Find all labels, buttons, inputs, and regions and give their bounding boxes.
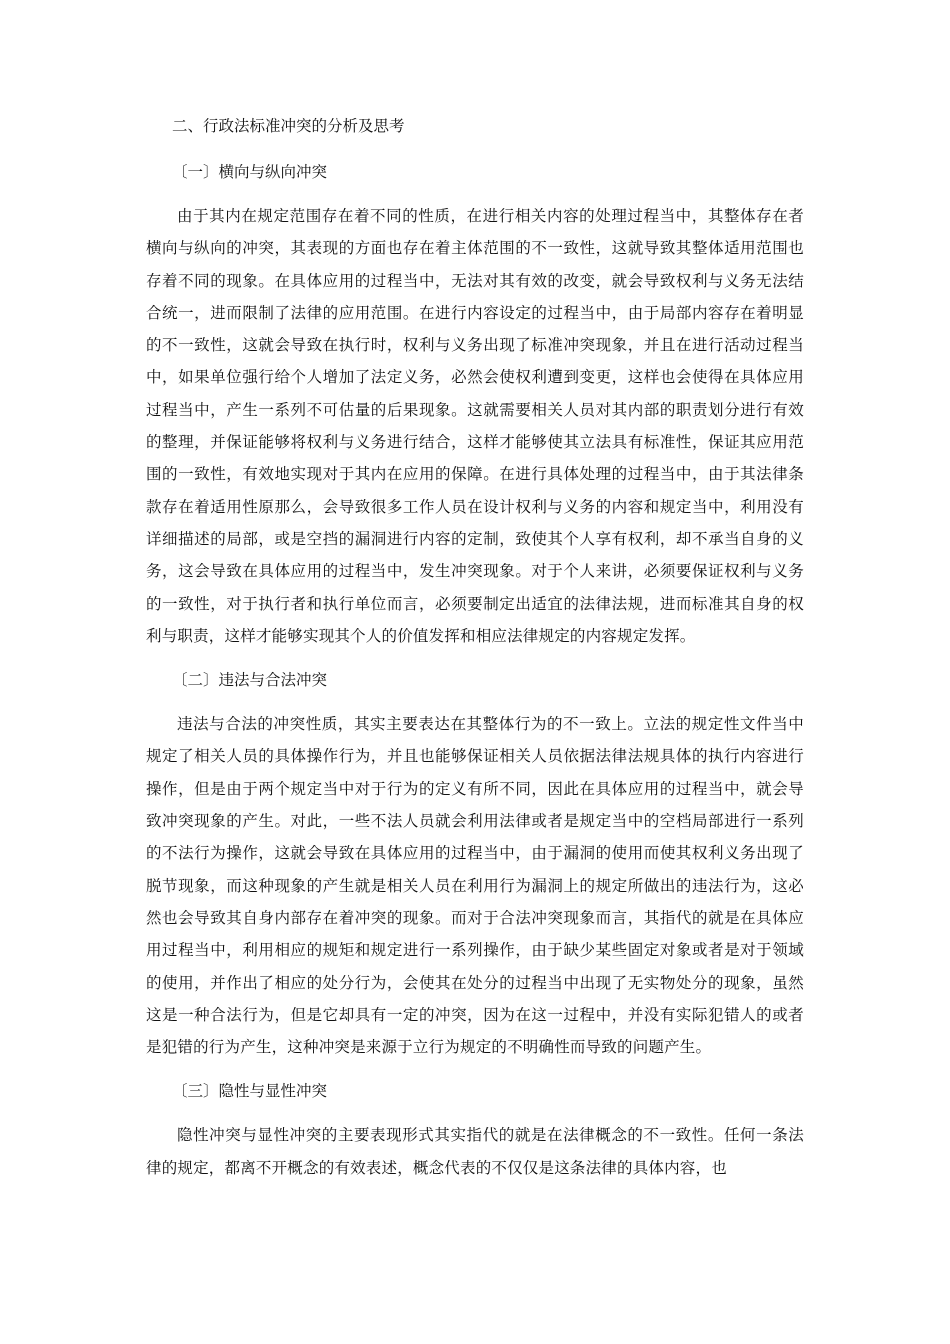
document-page [146,108,804,1194]
subsection-paragraph-1: 由于其内在规定范围存在着不同的性质，在进行相关内容的处理过程当中，其整体存在者横向与纵向的冲突，其表现的方面也存在着主体范围的不一致性，这就导致其整体适用范围也存着不同的现象。在具体应用的过程当中，无法对其有效的改变，就会导致权利与义务无法结合统一，进而限制了法律的应用范围。在进行内容设定的过程当中，由于局部内容存在着明显的不一致性，这就会导致在执行时，权利与义务出现了标准冲突现象，并且在进行活动过程当中，如果单位强行给个人增加了法定义务，必然会使权利遭到变更，这样也会使得在具体应用过程当中，产生一系列不可估量的后果现象。这就需要相关人员对其内部的职责划分进行有效的整理，并保证能够将权利与义务进行结合，这样才能够使其立法具有标准性，保证其应用范围的一致性，有效地实现对于其内在应用的保障。在进行具体处理的过程当中，由于其法律条款存在着适用性原那么，会导致很多工作人员在设计权利与义务的内容和规定当中，利用没有详细描述的局部，或是空挡的漏洞进行内容的定制，致使其个人享有权利，却不承当自身的义务，这会导致在具体应用的过程当中，发生冲突现象。对于个人来讲，必须要保证权利与义务的一致性，对于执行者和执行单位而言，必须要制定出适宜的法律法规，进而标准其自身的权利与职责，这样才能够实现其个人的价值发挥和相应法律规定的内容规定发挥。 [146,207,804,645]
subsection-heading-1: 〔一〕横向与纵向冲突 [172,163,328,181]
subsection-paragraph-3: 隐性冲突与显性冲突的主要表现形式其实指代的就是在法律概念的不一致性。任何一条法律的规定，都离不开概念的有效表述，概念代表的不仅仅是这条法律的具体内容，也 [146,1126,804,1177]
subsection-heading-2: 〔二〕违法与合法冲突 [172,671,328,690]
subsection-paragraph-2: 违法与合法的冲突性质，其实主要表达在其整体行为的不一致上。立法的规定性文件当中规定了相关人员的具体操作行为，并且也能够保证相关人员依据法律法规具体的执行内容进行操作，但是由于两个规定当中对于行为的定义有所不同，因此在具体应用的过程当中，就会导致冲突现象的产生。对此，一些不法人员就会利用法律或者是规定当中的空档局部进行一系列的不法行为操作，这就会导致在具体应用的过程当中，由于漏洞的使用而使其权利义务出现了脱节现象，而这种现象的产生就是相关人员在利用行为漏洞上的规定所做出的违法行为，这必然也会导致其自身内部存在着冲突的现象。而对于合法冲突现象而言，其指代的就是在具体应用过程当中，利用相应的规矩和规定进行一系列操作，由于缺少某些固定对象或者是对于领域的使用，并作出了相应的处分行为，会使其在处分的过程当中出现了无实物处分的现象，虽然这是一种合法行为，但是它却具有一定的冲突，因为在这一过程中，并没有实际犯错人的或者是犯错的行为产生，这种冲突是来源于立行为规定的不明确性而导致的问题产生。 [146,715,804,1057]
section-title: 二、行政法标准冲突的分析及思考 [172,117,405,135]
subsection-heading-3: 〔三〕隐性与显性冲突 [172,1082,328,1101]
